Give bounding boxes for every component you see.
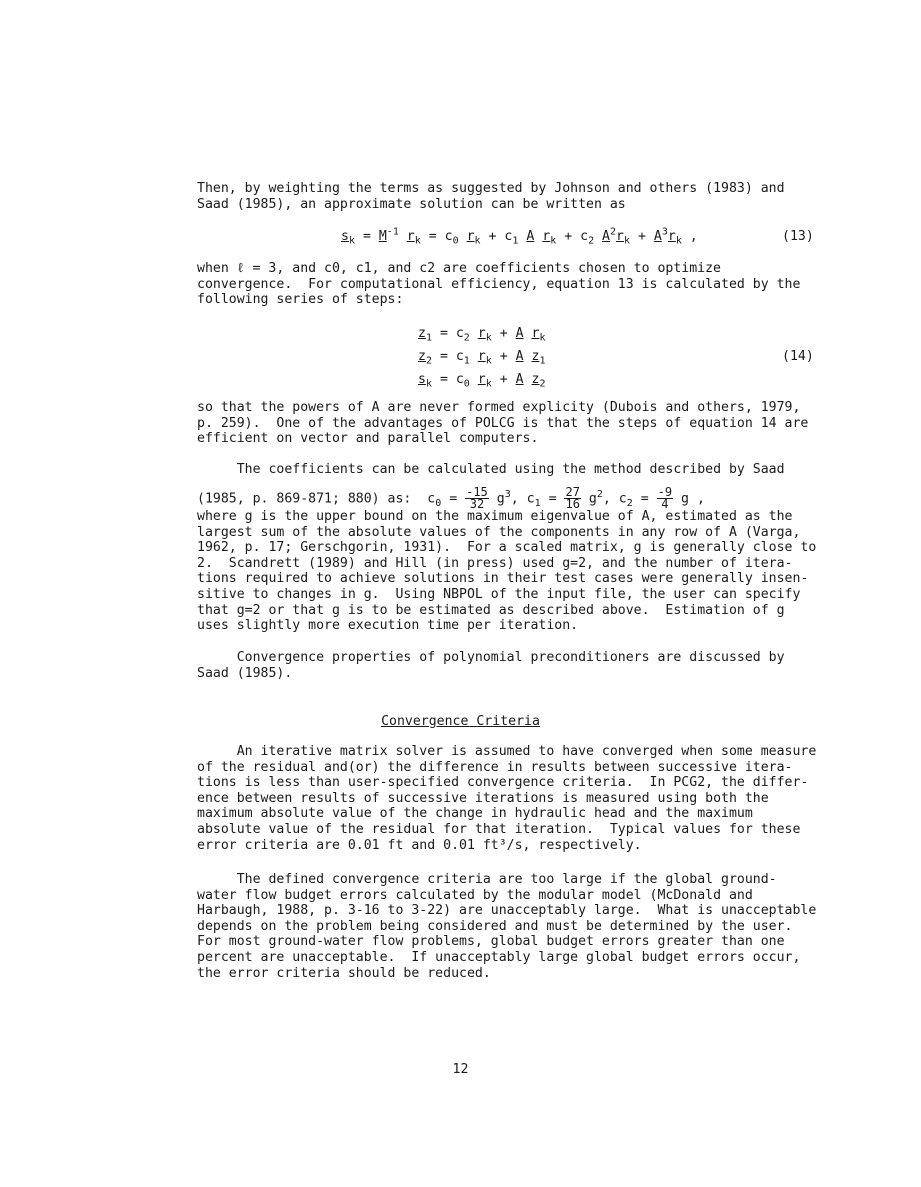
text-line: maximum absolute value of the change in hydraulic head and the maximum [197, 806, 753, 822]
eq-symbol: r [531, 326, 540, 341]
text-line: Saad (1985). [197, 665, 293, 681]
text-line: when ℓ = 3, and c0, c1, and c2 are coefficients chosen to optimize [197, 261, 721, 276]
paragraph-budget-errors [197, 872, 822, 981]
eq-superscript: 2 [610, 226, 617, 238]
fraction-numerator: -15 [466, 485, 488, 499]
text-line: 2. Scandrett (1989) and Hill (in press) used g=2, and the number of itera- [197, 555, 793, 571]
text-line: Saad (1985), an approximate solution can be written as [197, 196, 626, 212]
eq-subscript: 0 [452, 235, 459, 247]
eq-punctuation: , [602, 491, 611, 507]
text-line: efficient on vector and parallel computers. [197, 431, 539, 447]
paragraph-solver-convergence [197, 744, 822, 853]
eq-symbol: z [531, 372, 540, 387]
fraction [564, 487, 580, 510]
eq-symbol: c [526, 491, 535, 507]
fraction-denominator: 16 [565, 497, 580, 511]
eq-operator: = [640, 491, 649, 507]
text-line: 1962, p. 17; Gerschgorin, 1931). For a scaled matrix, g is generally close to [197, 540, 817, 556]
eq-symbol: A [602, 229, 610, 244]
eq-symbol: s [341, 229, 349, 244]
eq-symbol: r [667, 229, 676, 244]
text-fragment: (1985, p. 869-871; 880) as: [197, 491, 412, 507]
eq-operator: = [439, 372, 448, 387]
eq-symbol: c [618, 491, 627, 507]
eq-superscript: 2 [596, 489, 603, 501]
eq-subscript: k [485, 355, 492, 367]
text-line: where g is the upper bound on the maximum eigenvalue of A, estimated as the [197, 509, 793, 524]
eq-subscript: k [539, 332, 546, 344]
text-line: An iterative matrix solver is assumed to have converged when some measure [197, 744, 817, 759]
eq-superscript: 3 [504, 489, 511, 501]
eq-operator: = [362, 229, 371, 244]
text-line: For most ground-water flow problems, global budget errors greater than one [197, 934, 785, 950]
eq-symbol: g [681, 491, 689, 507]
equation-number: (13) [782, 229, 814, 244]
eq-superscript: 3 [661, 226, 668, 238]
eq-symbol: r [477, 349, 486, 364]
text-line: The defined convergence criteria are too large if the global ground- [197, 872, 777, 887]
eq-subscript: k [485, 332, 492, 344]
eq-subscript: k [425, 378, 432, 390]
eq-subscript: k [414, 235, 421, 247]
eq-operator: = [439, 349, 448, 364]
eq-operator: + [488, 229, 497, 244]
text-line: ence between results of successive iterations is measured using both the [197, 790, 769, 806]
eq-punctuation: , [689, 229, 698, 244]
equation-14-line-2 [418, 349, 546, 365]
fraction-denominator: 4 [661, 497, 669, 511]
paragraph-coefficients-intro [197, 462, 822, 478]
text-line: so that the powers of A are never formed explicity (Dubois and others, 1979, [197, 400, 801, 415]
eq-subscript: 1 [539, 355, 546, 367]
eq-operator: + [499, 349, 508, 364]
eq-subscript: 2 [425, 355, 432, 367]
eq-symbol: r [542, 229, 551, 244]
heading-text: Convergence Criteria [381, 714, 540, 729]
eq-symbol: r [477, 326, 486, 341]
eq-symbol: A [515, 372, 524, 387]
paragraph-convergence-properties [197, 650, 822, 681]
text-line: tions is less than user-specified convergence criteria. In PCG2, the differ- [197, 775, 809, 791]
fraction-numerator: 27 [565, 485, 580, 499]
fraction [657, 487, 673, 510]
text-line: The coefficients can be calculated using the method described by Saad [197, 462, 785, 477]
eq-symbol: A [653, 229, 662, 244]
eq-symbol: z [531, 349, 540, 364]
eq-symbol: r [466, 229, 475, 244]
eq-subscript: 1 [512, 235, 519, 247]
eq-operator: = [449, 491, 458, 507]
text-line: Harbaugh, 1988, p. 3-16 to 3-22) are unacceptably large. What is unacceptable [197, 903, 817, 919]
eq-subscript: 2 [539, 378, 546, 390]
eq-punctuation: , [696, 491, 705, 507]
eq-symbol: g [496, 491, 505, 507]
text-line: depends on the problem being considered and must be determined by the user. [197, 918, 793, 934]
eq-symbol: r [616, 229, 624, 244]
eq-symbol: A [515, 326, 524, 341]
equation-14-line-3 [418, 372, 546, 388]
eq-subscript: k [623, 235, 631, 247]
eq-subscript: k [474, 235, 481, 247]
text-line: error criteria are 0.01 ft and 0.01 ft³/s, respectively. [197, 837, 642, 853]
paragraph-when [197, 261, 822, 308]
fraction-numerator: -9 [657, 485, 673, 499]
text-line: absolute value of the residual for that iteration. Typical values for these [197, 821, 801, 837]
text-line: water flow budget errors calculated by the modular model (McDonald and [197, 887, 753, 903]
eq-subscript: 0 [435, 498, 442, 510]
eq-symbol: c [504, 229, 513, 244]
eq-subscript: 1 [425, 332, 432, 344]
eq-symbol: r [406, 229, 415, 244]
equation-14-line-1 [418, 326, 546, 342]
eq-subscript: 1 [463, 355, 470, 367]
text-line: Then, by weighting the terms as suggested by Johnson and others (1983) and [197, 181, 785, 196]
eq-operator: + [499, 326, 508, 341]
eq-symbol: c [444, 229, 453, 244]
coefficient-formula-line [197, 487, 705, 510]
eq-subscript: k [675, 235, 682, 247]
eq-subscript: 1 [534, 498, 541, 510]
eq-subscript: 2 [463, 332, 470, 344]
eq-symbol: M [378, 229, 387, 244]
text-line: Convergence properties of polynomial preconditioners are discussed by [197, 650, 785, 665]
eq-symbol: g [588, 491, 597, 507]
eq-operator: = [439, 326, 448, 341]
page-number: 12 [452, 1062, 469, 1077]
text-line: tions required to achieve solutions in their test cases were generally insen- [197, 571, 809, 587]
eq-subscript: 2 [626, 498, 633, 510]
eq-symbol: A [515, 349, 524, 364]
eq-operator: + [637, 229, 646, 244]
eq-operator: = [428, 229, 437, 244]
eq-symbol: r [477, 372, 486, 387]
eq-symbol: c [580, 229, 589, 244]
eq-subscript: 0 [463, 378, 470, 390]
eq-operator: = [548, 491, 557, 507]
text-line: percent are unacceptable. If unacceptably large global budget errors occur, [197, 949, 801, 965]
fraction-denominator: 32 [469, 497, 485, 511]
eq-subscript: k [348, 235, 355, 247]
paragraph-powers [197, 400, 822, 447]
eq-operator: + [564, 229, 573, 244]
text-line: the error criteria should be reduced. [197, 965, 491, 981]
text-line: sitive to changes in g. Using NBPOL of the input file, the user can specify [197, 586, 801, 602]
text-line: p. 259). One of the advantages of POLCG is that the steps of equation 14 are [197, 415, 809, 431]
text-line: that g=2 or that g is to be estimated as described above. Estimation of g [197, 602, 785, 618]
eq-operator: + [499, 372, 508, 387]
text-line: convergence. For computational efficiency, equation 13 is calculated by the [197, 276, 801, 292]
text-line: following series of steps: [197, 292, 404, 308]
eq-subscript: 2 [588, 235, 595, 247]
eq-symbol: c [455, 349, 464, 364]
eq-symbol: z [418, 326, 426, 341]
section-heading [0, 714, 921, 730]
text-line: of the residual and(or) the difference in results between successive itera- [197, 759, 793, 775]
text-line: uses slightly more execution time per iteration. [197, 618, 579, 634]
eq-symbol: c [455, 326, 464, 341]
eq-symbol: A [526, 229, 535, 244]
eq-symbol: s [418, 372, 426, 387]
paragraph-coefficients-body [197, 509, 822, 634]
eq-subscript: k [550, 235, 557, 247]
eq-symbol: c [455, 372, 464, 387]
paragraph-intro [197, 181, 822, 212]
eq-symbol: c [427, 491, 436, 507]
equation-13 [341, 226, 698, 247]
equation-number: (14) [782, 349, 814, 364]
text-line: largest sum of the absolute values of the components in any row of A (Varga, [197, 524, 801, 540]
eq-punctuation: , [510, 491, 519, 507]
eq-symbol: z [418, 349, 426, 364]
eq-superscript: -1 [386, 226, 399, 238]
eq-subscript: k [485, 378, 492, 390]
fraction [465, 487, 489, 510]
